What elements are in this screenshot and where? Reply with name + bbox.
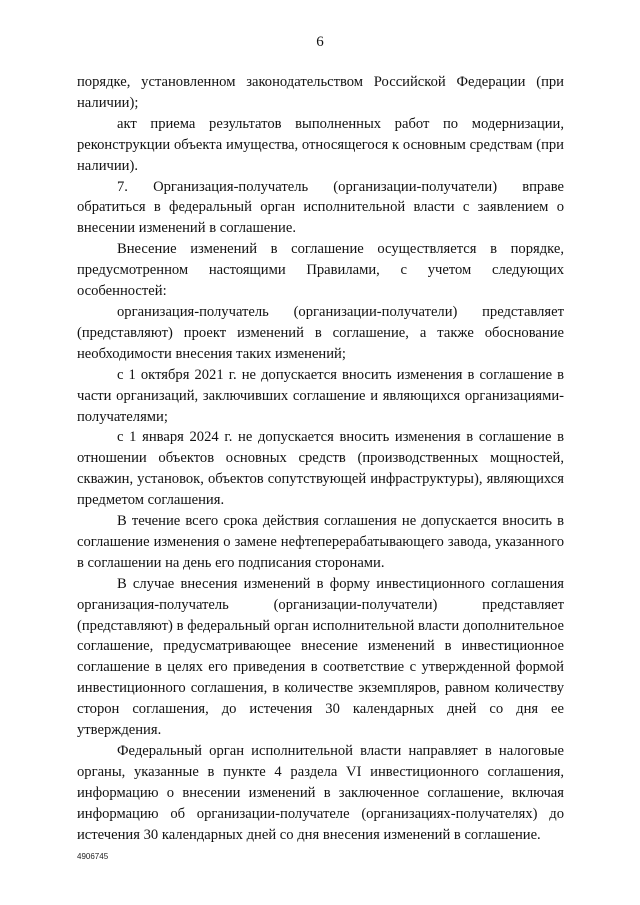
- paragraph: акт приема результатов выполненных работ по модернизации, реконструкции объекта имущества, относящегося к основным средствам (при наличии).: [77, 115, 564, 174]
- paragraph: В течение всего срока действия соглашения не допускается вносить в соглашение изменения о замене нефтеперерабатывающего завода, указанного в соглашении на день его подписания сторонами.: [77, 513, 564, 571]
- page-number: 6: [316, 34, 324, 50]
- paragraph: с 1 января 2024 г. не допускается вносить изменения в соглашение в отношении объектов основных средств (производственных мощностей, скважин, установок, объектов сопутствующей инфраструктуры), являющихся предметом соглашения.: [77, 429, 564, 509]
- document-id: 4906745: [77, 852, 109, 861]
- document-body: [77, 72, 564, 846]
- paragraph: Внесение изменений в соглашение осуществляется в порядке, предусмотренном настоящими Правилами, с учетом следующих особенностей:: [77, 241, 564, 300]
- paragraph: организация-получатель (организации-получатели) представляет (представляют) проект изменений в соглашение, а также обоснование необходимости внесения таких изменений;: [77, 303, 564, 362]
- paragraph: В случае внесения изменений в форму инвестиционного соглашения организация-получатель (организации-получатели) представляет (представляют) в федеральный орган исполнительной власти дополнительное соглашение, предусматривающее внесение изменений в инвестиционное соглашение в целях его приведения в соответствие с утвержденной формой инвестиционного соглашения, в количестве экземпляров, равном количеству сторон соглашения, до истечения 30 календарных дней со дня ее утверждения.: [77, 575, 564, 739]
- paragraph: порядке, установленном законодательством Российской Федерации (при наличии);: [77, 74, 564, 111]
- paragraph: 7. Организация-получатель (организации-получатели) вправе обратиться в федеральный орган исполнительной власти с заявлением о внесении изменений в соглашение.: [77, 178, 564, 237]
- paragraph: Федеральный орган исполнительной власти направляет в налоговые органы, указанные в пункте 4 раздела VI инвестиционного соглашения, информацию о внесении изменений в заключенное соглашение, включая информацию об организации-получателе (организациях-получателях) до истечения 30 календарных дней со дня внесения изменений в соглашение.: [77, 743, 564, 843]
- paragraph: с 1 октября 2021 г. не допускается вносить изменения в соглашение в части организаций, заключивших соглашение и являющихся организациями-получателями;: [77, 366, 564, 425]
